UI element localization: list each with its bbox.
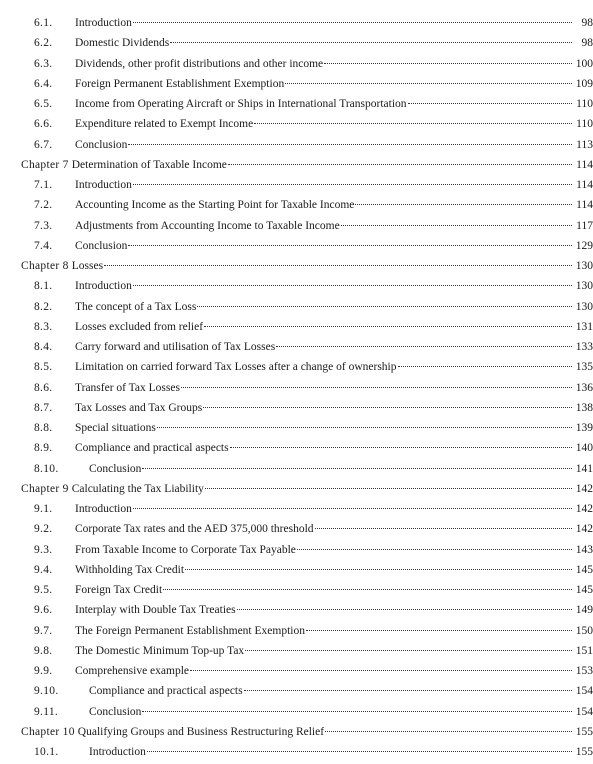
entry-title[interactable]: The Foreign Permanent Establishment Exemption [75,624,305,637]
entry-number: 10.1. [34,746,59,758]
entry-title[interactable]: Introduction [75,503,132,515]
toc-section-entry[interactable] [0,398,593,418]
entry-number: 8.2. [34,300,53,313]
entry-title[interactable]: Withholding Tax Credit [75,563,185,576]
entry-title[interactable]: Introduction [75,17,132,29]
dot-leader [142,711,572,712]
dot-leader [204,326,572,327]
entry-number: 9.7. [34,624,53,637]
entry-page-number[interactable]: 131 [575,320,593,333]
entry-number: Chapter 8 [21,260,69,272]
dot-leader [355,204,572,205]
entry-page-number[interactable]: 130 [575,280,593,293]
dot-leader [128,144,572,145]
entry-title[interactable]: Compliance and practical aspects [75,442,229,455]
entry-number: 8.10. [34,462,59,475]
dot-leader [245,650,572,651]
entry-number: 8.1. [34,280,53,293]
entry-page-number[interactable]: 130 [575,300,593,313]
toc-section-entry[interactable] [0,378,593,398]
entry-page-number[interactable]: 150 [575,624,593,637]
entry-number: 8.4. [34,341,53,353]
entry-title[interactable]: Introduction [75,179,132,191]
toc-section-entry[interactable] [0,540,593,560]
entry-number: 9.5. [34,584,53,596]
toc-section-entry[interactable] [0,438,593,458]
entry-number: 7.4. [34,239,53,252]
entry-page-number[interactable]: 136 [575,381,593,394]
dot-leader [147,751,572,752]
entry-title[interactable]: Limitation on carried forward Tax Losses after a change of ownership [75,361,397,374]
dot-leader [285,83,572,84]
entry-number: 8.6. [34,381,53,394]
entry-page-number[interactable]: 138 [575,401,593,414]
entry-title[interactable]: Losses excluded from relief [75,320,204,333]
entry-number: 6.5. [34,98,53,110]
entry-number: 6.6. [34,118,53,131]
entry-page-number[interactable]: 100 [575,57,593,70]
dot-leader [230,447,572,448]
entry-title[interactable]: Domestic Dividends [75,37,170,50]
dot-leader [181,387,572,388]
entry-number: 9.6. [34,604,53,617]
entry-title[interactable]: Determination of Taxable Income [71,158,227,171]
dot-leader [325,731,572,732]
toc-section-entry[interactable] [0,297,593,317]
entry-title[interactable]: The concept of a Tax Loss [75,300,197,313]
entry-number: 9.9. [34,665,53,677]
dot-leader [128,245,572,246]
toc-section-entry[interactable] [0,175,593,195]
entry-page-number[interactable]: 154 [575,685,593,698]
toc-section-entry[interactable] [0,357,593,377]
entry-page-number[interactable]: 155 [575,725,593,738]
entry-number: Chapter 10 [21,725,75,738]
entry-title[interactable]: Dividends, other profit distributions and other income [75,57,324,70]
dot-leader [133,285,572,286]
toc-section-entry[interactable] [0,54,593,74]
dot-leader [398,366,572,367]
entry-title[interactable]: Introduction [75,280,132,293]
entry-number: 6.4. [34,77,53,90]
entry-number: Chapter 9 [21,482,69,495]
dot-leader [228,164,572,165]
entry-title[interactable]: Foreign Permanent Establishment Exemption [75,77,285,90]
table-of-contents [0,13,593,762]
toc-chapter-entry[interactable] [0,155,593,175]
entry-page-number[interactable]: 117 [576,219,593,232]
dot-leader [197,306,572,307]
dot-leader [133,22,572,23]
entry-page-number[interactable]: 98 [581,37,593,50]
entry-page-number[interactable]: 141 [575,462,593,475]
dot-leader [157,427,572,428]
toc-chapter-entry[interactable] [0,479,593,499]
entry-page-number[interactable]: 140 [575,442,593,455]
dot-leader [276,346,572,347]
entry-title[interactable]: The Domestic Minimum Top-up Tax [75,644,245,657]
toc-section-entry[interactable] [0,459,593,479]
toc-section-entry[interactable] [0,418,593,438]
entry-page-number[interactable]: 130 [575,260,593,272]
entry-number: 9.2. [34,523,53,536]
entry-page-number[interactable]: 153 [575,665,593,677]
entry-page-number[interactable]: 139 [575,422,593,434]
entry-page-number[interactable]: 149 [575,604,593,617]
toc-section-entry[interactable] [0,33,593,53]
entry-title[interactable]: Expenditure related to Exempt Income [75,118,254,131]
entry-title[interactable]: Tax Losses and Tax Groups [75,401,203,414]
entry-title[interactable]: Losses [71,260,104,272]
entry-page-number[interactable]: 154 [575,705,593,718]
toc-section-entry[interactable] [0,317,593,337]
entry-number: 6.2. [34,37,53,50]
entry-title[interactable]: Compliance and practical aspects [89,685,243,698]
entry-number: 9.11. [34,705,59,718]
entry-number: 8.5. [34,361,53,374]
entry-title[interactable]: Carry forward and utilisation of Tax Losses [75,341,276,353]
entry-title[interactable]: Foreign Tax Credit [75,584,163,596]
entry-number: 7.3. [34,219,53,232]
entry-title[interactable]: Introduction [89,746,146,758]
entry-title[interactable]: Income from Operating Aircraft or Ships in International Transportation [75,98,407,110]
dot-leader [244,690,572,691]
entry-title[interactable]: Calculating the Tax Liability [71,482,204,495]
entry-number: 9.10. [34,685,59,698]
entry-page-number[interactable]: 155 [575,746,593,758]
toc-section-entry[interactable] [0,74,593,94]
dot-leader [237,609,572,610]
entry-page-number[interactable]: 114 [576,199,593,212]
entry-title[interactable]: Conclusion [89,705,142,718]
toc-section-entry[interactable] [0,216,593,236]
dot-leader [324,63,572,64]
entry-title[interactable]: Comprehensive example [75,665,190,677]
entry-page-number[interactable]: 135 [575,361,593,374]
dot-leader [408,103,572,104]
toc-section-entry[interactable] [0,13,593,33]
entry-page-number[interactable]: 133 [575,341,593,353]
entry-title[interactable]: Special situations [75,422,156,434]
entry-title[interactable]: Conclusion [75,138,128,151]
entry-page-number[interactable]: 114 [576,179,593,191]
toc-section-entry[interactable] [0,519,593,539]
entry-page-number[interactable]: 113 [576,138,593,151]
entry-title[interactable]: Transfer of Tax Losses [75,381,180,394]
entry-page-number[interactable]: 145 [575,563,593,576]
entry-page-number[interactable]: 110 [576,98,593,110]
dot-leader [104,265,572,266]
entry-number: 9.4. [34,563,53,576]
toc-chapter-entry[interactable] [0,256,593,276]
toc-section-entry[interactable] [0,621,593,641]
entry-number: 6.7. [34,138,53,151]
entry-number: 6.1. [34,17,53,29]
dot-leader [297,549,572,550]
entry-title[interactable]: Adjustments from Accounting Income to Taxable Income [75,219,340,232]
entry-number: Chapter 7 [21,158,69,171]
toc-chapter-entry[interactable] [0,722,593,742]
entry-title[interactable]: Qualifying Groups and Business Restructuring Relief [77,725,325,738]
toc-section-entry[interactable] [0,337,593,357]
entry-number: 8.3. [34,320,53,333]
dot-leader [185,569,572,570]
entry-number: 9.3. [34,543,53,556]
dot-leader [190,670,572,671]
toc-section-entry[interactable] [0,114,593,134]
entry-number: 8.9. [34,442,53,455]
toc-section-entry[interactable] [0,195,593,215]
entry-title[interactable]: From Taxable Income to Corporate Tax Payable [75,543,296,556]
toc-section-entry[interactable] [0,499,593,519]
toc-section-entry[interactable] [0,600,593,620]
toc-section-entry[interactable] [0,641,593,661]
toc-section-entry[interactable] [0,580,593,600]
toc-section-entry[interactable] [0,276,593,296]
dot-leader [341,225,572,226]
entry-title[interactable]: Conclusion [75,239,128,252]
entry-page-number[interactable]: 143 [575,543,593,556]
toc-section-entry[interactable] [0,560,593,580]
dot-leader [205,488,572,489]
entry-number: 7.2. [34,199,53,212]
entry-title[interactable]: Conclusion [89,462,142,475]
toc-section-entry[interactable] [0,661,593,681]
entry-page-number[interactable]: 142 [575,503,593,515]
entry-title[interactable]: Corporate Tax rates and the AED 375,000 threshold [75,523,314,536]
toc-section-entry[interactable] [0,681,593,701]
entry-number: 8.8. [34,422,53,434]
dot-leader [133,508,572,509]
toc-section-entry[interactable] [0,236,593,256]
dot-leader [254,123,572,124]
entry-number: 9.8. [34,644,53,657]
entry-title[interactable]: Interplay with Double Tax Treaties [75,604,236,617]
dot-leader [315,528,572,529]
entry-page-number[interactable]: 109 [575,77,593,90]
dot-leader [133,184,572,185]
entry-number: 8.7. [34,401,53,414]
dot-leader [142,468,572,469]
entry-number: 6.3. [34,57,53,70]
entry-page-number[interactable]: 110 [576,118,593,131]
toc-section-entry[interactable] [0,135,593,155]
toc-section-entry[interactable] [0,742,593,762]
entry-page-number[interactable]: 145 [575,584,593,596]
entry-page-number[interactable]: 151 [575,644,593,657]
entry-number: 7.1. [34,179,53,191]
dot-leader [306,630,572,631]
entry-number: 9.1. [34,503,53,515]
entry-title[interactable]: Accounting Income as the Starting Point for Taxable Income [75,199,355,212]
dot-leader [170,42,572,43]
toc-section-entry[interactable] [0,702,593,722]
entry-page-number[interactable]: 114 [576,158,593,171]
entry-page-number[interactable]: 142 [575,523,593,536]
entry-page-number[interactable]: 129 [575,239,593,252]
entry-page-number[interactable]: 98 [581,17,593,29]
dot-leader [163,589,572,590]
dot-leader [203,407,572,408]
toc-section-entry[interactable] [0,94,593,114]
entry-page-number[interactable]: 142 [575,482,593,495]
